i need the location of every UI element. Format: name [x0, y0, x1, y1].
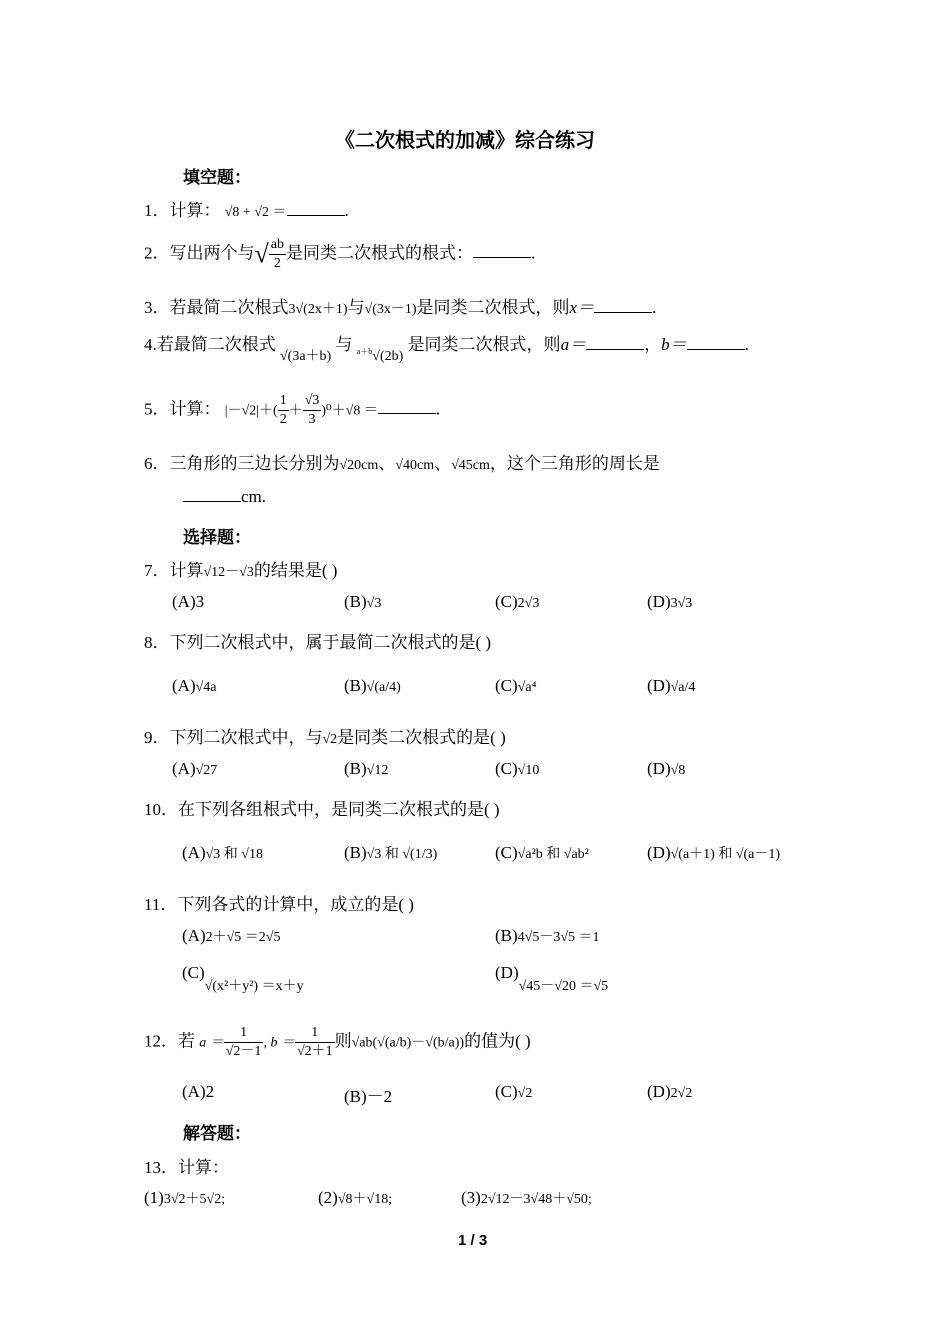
q12-text: 若 [178, 1031, 195, 1051]
q7-option-c[interactable]: (C)2√3 [495, 592, 540, 611]
question-4 [144, 330, 749, 364]
q2-fraction: $\frac{ab}{2}$ [270, 237, 284, 271]
q3-mid: 与 [347, 298, 365, 317]
question-7 [144, 556, 337, 581]
q13-part-3: (3)2√12－3√48＋√50; [461, 1188, 592, 1207]
section-choice: 选择题： [183, 528, 251, 547]
question-3 [144, 293, 656, 318]
q11-number: 11． [144, 895, 178, 914]
q12-a-lhs: a ＝ [199, 1035, 224, 1051]
q4-var-b: b＝ [661, 335, 687, 354]
q10-text: 在下列各组根式中，是同类二次根式的是( ) [178, 800, 500, 819]
q11-option-a[interactable]: (A)2＋√5 ＝2√5 [182, 926, 281, 945]
q3-number: 3． [144, 298, 170, 317]
q12-option-b[interactable]: (B)－2 [344, 1087, 393, 1106]
q12-a-frac: $\frac{1}{√2-1}$ [225, 1025, 262, 1059]
q7-text2: 的结果是( ) [253, 561, 338, 580]
q4-text2: 是同类二次根式，则 [407, 335, 561, 354]
q9-text: 下列二次根式中，与 [169, 728, 323, 747]
q8-option-c[interactable]: (C)√a⁴ [495, 676, 537, 695]
q4-sep: ， [644, 335, 662, 354]
q1-end: . [344, 201, 349, 220]
q2-end: . [531, 243, 536, 263]
question-8 [144, 628, 491, 653]
q7-option-a[interactable]: (A)3 [172, 592, 205, 611]
q12-expr: √ab(√(a/b)－√(b/a)) [351, 1035, 465, 1051]
q7-option-d[interactable]: (D)3√3 [647, 592, 693, 611]
q4-mid: 与 [335, 335, 353, 354]
q4-text: 若最简二次根式 [156, 335, 276, 354]
q9-text2: 是同类二次根式的是( ) [337, 728, 506, 747]
q7-option-b[interactable]: (B)√3 [344, 592, 382, 611]
q1-blank[interactable] [287, 201, 345, 216]
q9-option-a[interactable]: (A)√27 [172, 759, 218, 778]
q5-frac2: $\frac{√3}{3}$ [304, 393, 320, 427]
q2-text2: 是同类二次根式的根式： [286, 243, 473, 263]
q9-expr: √2 [322, 732, 338, 747]
q7-text: 计算 [169, 561, 204, 580]
q10-option-d[interactable]: (D)√(a＋1) 和 √(a－1) [647, 843, 781, 862]
question-6-line2 [183, 487, 266, 507]
q10-option-c[interactable]: (C)√a²b 和 √ab² [495, 843, 589, 862]
q5-plus: ＋ [288, 403, 303, 419]
q6-e2: √40cm [395, 458, 435, 473]
q9-option-c[interactable]: (C)√10 [495, 759, 540, 778]
q6-sep2: 、 [434, 454, 452, 473]
question-5 [144, 392, 440, 429]
page-title: 《二次根式的加减》综合练习 [335, 130, 595, 152]
q3-blank[interactable] [594, 298, 652, 313]
q12-option-c[interactable]: (C)√2 [495, 1082, 533, 1101]
q3-var: x＝ [569, 298, 595, 317]
q6-e1: √20cm [339, 458, 379, 473]
q3-text: 若最简二次根式 [169, 298, 289, 317]
page-number: 1 / 3 [458, 1232, 488, 1249]
q1-expr: √8 + √2 ＝ [224, 205, 287, 220]
q5-expr2: )⁰＋√8 ＝ [321, 403, 378, 419]
q4-var-a: a＝ [560, 335, 587, 354]
q4-expr2: √(2b) [372, 349, 404, 364]
question-11 [144, 890, 414, 915]
question-6 [144, 449, 660, 474]
q3-expr1: 3√(2x＋1) [288, 302, 348, 317]
q1-number: 1． [144, 201, 170, 220]
q10-number: 10． [144, 800, 178, 819]
question-13 [144, 1153, 229, 1178]
q10-option-a[interactable]: (A)√3 和 √18 [182, 843, 263, 862]
q13-part-2: (2)√8＋√18; [318, 1188, 393, 1207]
q1-text: 计算： [169, 201, 221, 220]
question-2 [144, 236, 535, 273]
q11-option-c[interactable]: $(C)_{√(x^2+y^2) =x+y}$ [182, 963, 304, 994]
q5-blank[interactable] [378, 399, 436, 414]
question-10 [144, 795, 500, 820]
q3-end: . [652, 298, 657, 317]
q11-option-b[interactable]: (B)4√5－3√5 ＝1 [495, 926, 600, 945]
q6-text2: ，这个三角形的周长是 [489, 454, 660, 473]
q11-text: 下列各式的计算中，成立的是( ) [177, 895, 414, 914]
q6-unit: cm. [241, 487, 267, 506]
q8-option-b[interactable]: (B)√(a/4) [344, 676, 401, 695]
q5-end: . [435, 399, 441, 419]
q9-option-d[interactable]: (D)√8 [647, 759, 686, 778]
section-fill: 填空题： [183, 168, 251, 187]
q11-option-d[interactable]: $(D)_{√45-√20 =√5}$ [495, 963, 609, 994]
q3-expr2: √(3x－1) [364, 302, 417, 317]
q6-text: 三角形的三边长分别为 [169, 454, 340, 473]
q3-text2: 是同类二次根式，则 [416, 298, 570, 317]
q4-number: 4. [144, 335, 157, 354]
q5-number: 5． [144, 399, 170, 419]
q2-sqrt-icon: √ [254, 239, 269, 269]
q2-blank[interactable] [473, 243, 531, 258]
q2-text: 写出两个与 [169, 243, 255, 263]
q6-sep1: 、 [378, 454, 396, 473]
q10-option-b[interactable]: (B)√3 和 √(1/3) [344, 843, 438, 862]
q4-index: a＋b [356, 347, 373, 356]
q4-blank-a[interactable] [586, 335, 644, 350]
q12-b-lhs: , b ＝ [263, 1035, 295, 1051]
q5-expr1: |－√2|＋( [224, 403, 278, 419]
q4-end: . [744, 335, 749, 354]
q12-number: 12． [144, 1031, 178, 1051]
q8-number: 8． [144, 633, 170, 652]
q12-option-d[interactable]: (D)2√2 [647, 1082, 693, 1101]
q9-number: 9． [144, 728, 170, 747]
q7-number: 7． [144, 561, 170, 580]
q4-blank-b[interactable] [687, 335, 745, 350]
q4-expr1: √(3a＋b) [280, 349, 332, 364]
q8-option-d[interactable]: (D)√a/4 [647, 676, 696, 695]
q13-part-1: (1)3√2＋5√2; [144, 1188, 226, 1207]
q2-number: 2． [144, 243, 170, 263]
q8-text: 下列二次根式中，属于最简二次根式的是( ) [169, 633, 492, 652]
q8-option-a[interactable]: (A)√4a [172, 676, 217, 695]
question-9 [144, 723, 506, 748]
q9-option-b[interactable]: (B)√12 [344, 759, 389, 778]
q12-option-a[interactable]: (A)2 [182, 1082, 215, 1101]
q12-b-frac: $\frac{1}{√2+1}$ [296, 1025, 333, 1059]
q12-then: 则 [334, 1031, 352, 1051]
q7-expr: √12－√3 [203, 565, 254, 580]
q13-text: 计算： [178, 1158, 229, 1177]
q6-blank[interactable] [183, 487, 241, 502]
question-12 [144, 1024, 531, 1061]
q13-number: 13． [144, 1158, 178, 1177]
q6-number: 6． [144, 454, 170, 473]
q5-text: 计算： [169, 399, 221, 419]
q6-e3: √45cm [451, 458, 490, 473]
section-answer: 解答题： [183, 1124, 251, 1143]
question-1 [144, 196, 349, 221]
q5-frac1: $\frac{1}{2}$ [279, 393, 287, 427]
q12-text2: 的值为( ) [464, 1031, 531, 1051]
